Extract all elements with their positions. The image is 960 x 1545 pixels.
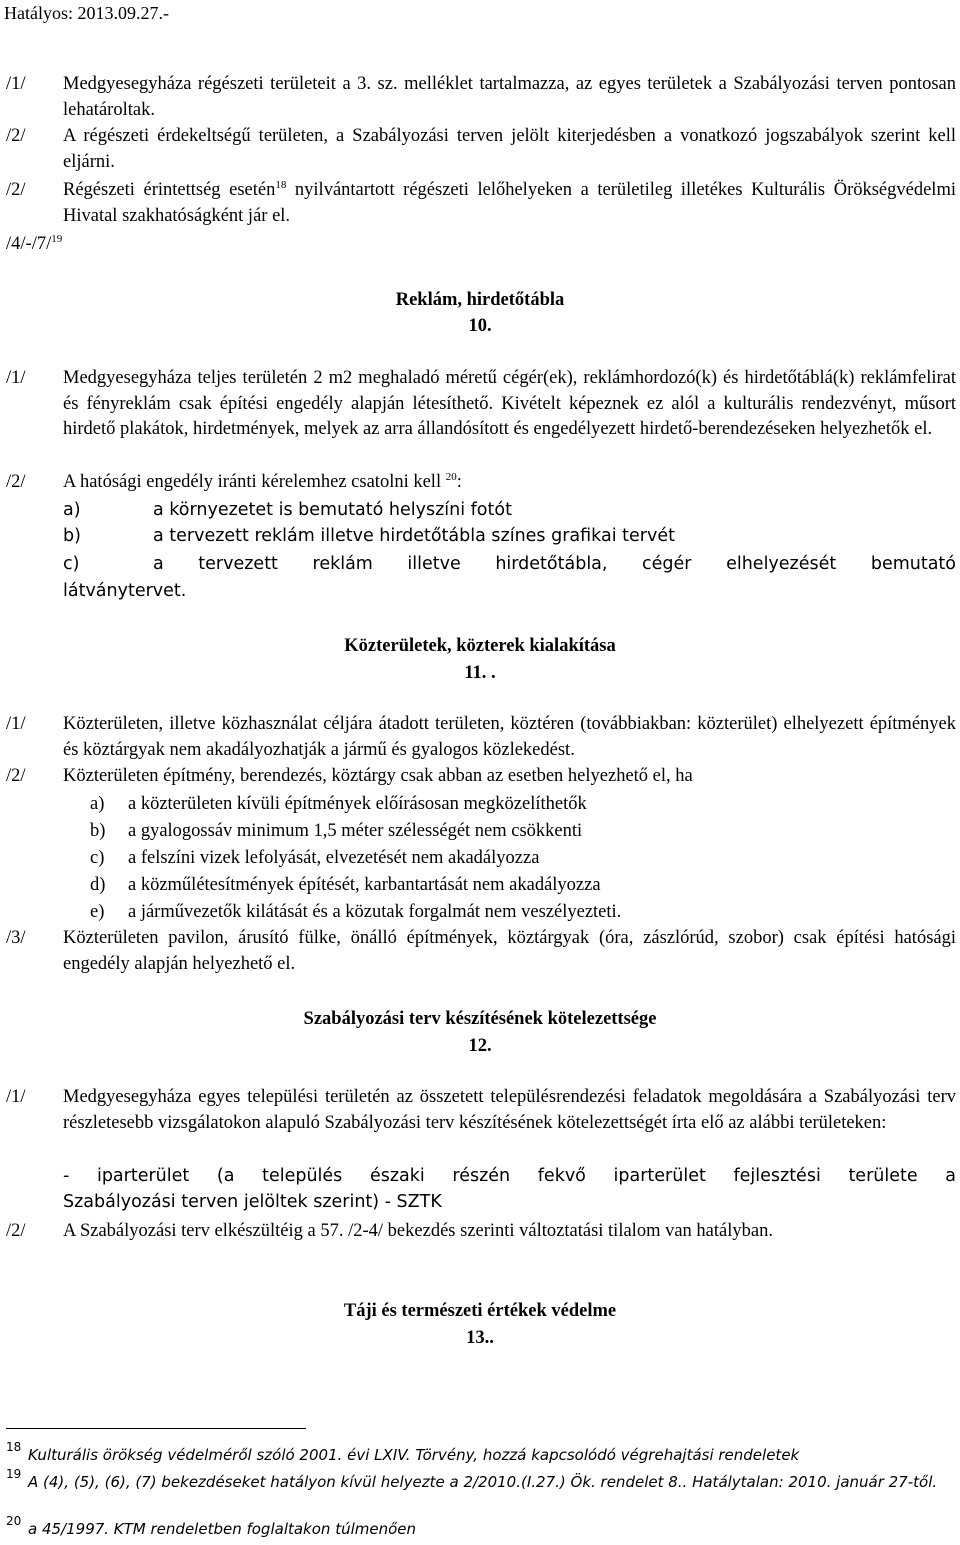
effective-date-header: Hatályos: 2013.09.27.- bbox=[4, 3, 169, 23]
attachment-item-b bbox=[63, 523, 675, 549]
paragraph-text: Közterületen, illetve közhasználat céljára átadott területen, köztéren (továbbiakban: közterület) elhelyezett építmények és köztárgyak nem akadályozhatják a jármű és gyalogos közlekedést. bbox=[63, 714, 956, 760]
footnote-separator bbox=[6, 1428, 306, 1429]
paragraph-number: /2/ bbox=[6, 472, 26, 492]
paragraph-number: /1/ bbox=[6, 368, 26, 388]
item-text: a közműlétesítmények építését, karbantartását nem akadályozza bbox=[128, 875, 601, 895]
repealed-label: /4/-/7/ bbox=[6, 234, 52, 254]
section-10-number: 10. bbox=[468, 316, 492, 336]
item-label: b) bbox=[63, 526, 81, 546]
item-label: c) bbox=[90, 848, 105, 868]
attachment-item-c bbox=[63, 551, 956, 577]
footnote-18 bbox=[6, 1440, 956, 1466]
footnote-20 bbox=[6, 1514, 956, 1540]
section-10-title: Reklám, hirdetőtábla bbox=[395, 290, 565, 310]
section-11-number: 11. . bbox=[464, 663, 496, 683]
condition-item-b bbox=[90, 818, 582, 844]
footnote-text: A (4), (5), (6), (7) bekezdéseket hatályon kívül helyezte a 2/2010.(I.27.) Ök. rendelet 8.. Hatálytalan: 2010. január 27-től. bbox=[28, 1473, 938, 1491]
paragraph-number: /1/ bbox=[6, 74, 26, 94]
item-text: a tervezett reklám illetve hirdetőtábla színes grafikai tervét bbox=[153, 526, 675, 546]
footnote-ref-18[interactable]: 18 bbox=[275, 178, 287, 191]
section-12-paragraph-2 bbox=[6, 1219, 956, 1245]
paragraph-number: /1/ bbox=[6, 1087, 26, 1107]
item-label: a) bbox=[90, 794, 105, 814]
footnote-text: Kulturális örökség védelméről szóló 2001. évi LXIV. Törvény, hozzá kapcsolódó végrehajtási rendeletek bbox=[28, 1446, 800, 1464]
item-label: b) bbox=[90, 821, 106, 841]
paragraph-3 bbox=[6, 178, 956, 229]
paragraph-text: Medgyesegyháza teljes területén 2 m2 meghaladó méretű cégér(ek), reklámhordozó(k) és hirdetőtáblá(k) reklámfelirat és fényreklám csak építési engedély alapján létesíthető. Kivételt képeznek ez alól a kulturális rendezvényt, műsort hirdető plakátok, hirdetmények, melyek az arra állandósított és engedélyezett hirdető-berendezéseken helyezhetők el. bbox=[63, 368, 956, 439]
paragraph-text bbox=[63, 178, 956, 229]
section-10-paragraph-2 bbox=[6, 470, 956, 496]
attachment-item-a bbox=[63, 497, 512, 523]
section-12-number: 12. bbox=[468, 1036, 492, 1056]
paragraph-number: /1/ bbox=[6, 714, 26, 734]
paragraph-number: /2/ bbox=[6, 1221, 26, 1241]
condition-item-c bbox=[90, 845, 539, 871]
paragraph-1 bbox=[6, 72, 956, 123]
item-text: a közterületen kívüli építmények előírásosan megközelíthetők bbox=[128, 794, 587, 814]
paragraph-text: A Szabályozási terv elkészültéig a 57. /2-4/ bekezdés szerinti változtatási tilalom van hatályban. bbox=[63, 1221, 773, 1241]
section-13-number: 13.. bbox=[466, 1328, 494, 1348]
condition-item-e bbox=[90, 899, 621, 925]
paragraph-number: /2/ bbox=[6, 180, 26, 200]
item-text: a járművezetők kilátását és a közutak forgalmát nem veszélyezteti. bbox=[128, 902, 622, 922]
paragraph-text: A régészeti érdekeltségű területen, a Szabályozási terven jelölt kiterjedésben a vonatkozó jogszabályok szerint kell eljárni. bbox=[63, 126, 956, 172]
item-label: a) bbox=[63, 500, 81, 520]
footnote-19 bbox=[6, 1467, 956, 1493]
section-12-paragraph-1 bbox=[6, 1085, 956, 1136]
item-text: a környezetet is bemutató helyszíni fotót bbox=[153, 500, 512, 520]
paragraph-text bbox=[63, 470, 956, 496]
footnote-ref-19[interactable]: 19 bbox=[51, 232, 63, 245]
condition-item-d bbox=[90, 872, 601, 898]
footnote-number: 19 bbox=[6, 1467, 22, 1481]
section-10-paragraph-1 bbox=[6, 366, 956, 443]
item-label: e) bbox=[90, 902, 105, 922]
paragraph-number: /2/ bbox=[6, 126, 26, 146]
footnote-text: a 45/1997. KTM rendeletben foglaltakon túlmenően bbox=[28, 1520, 417, 1538]
section-13-title: Táji és természeti értékek védelme bbox=[343, 1301, 617, 1321]
text-part: nyilvántartott régészeti lelőhelyeken a területileg illetékes Kulturális Örökségvédelmi Hivatal szakhatóságként jár el. bbox=[63, 180, 956, 226]
section-12-title: Szabályozási terv készítésének kötelezettsége bbox=[303, 1009, 657, 1029]
section-11-paragraph-1 bbox=[6, 712, 956, 763]
paragraph-text: Közterületen építmény, berendezés, köztárgy csak abban az esetben helyezhető el, ha bbox=[63, 766, 693, 786]
repealed-paragraphs bbox=[6, 232, 62, 257]
footnote-ref-20[interactable]: 20 bbox=[445, 470, 457, 483]
footnote-number: 18 bbox=[6, 1440, 22, 1454]
item-text: a felszíni vizek lefolyását, elvezetését nem akadályozza bbox=[128, 848, 540, 868]
footnote-number: 20 bbox=[6, 1514, 22, 1528]
section-11-paragraph-2 bbox=[6, 764, 956, 790]
item-label: d) bbox=[90, 875, 106, 895]
paragraph-2 bbox=[6, 124, 956, 175]
section-11-paragraph-3 bbox=[6, 926, 956, 977]
condition-item-a bbox=[90, 791, 587, 817]
paragraph-text: Közterületen pavilon, árusító fülke, önálló építmények, köztárgyak (óra, zászlórúd, szobor) csak építési hatósági engedély alapján helyezhető el. bbox=[63, 928, 956, 974]
paragraph-text: Medgyesegyháza régészeti területeit a 3. sz. melléklet tartalmazza, az egyes területek a Szabályozási terven pontosan lehatároltak. bbox=[63, 74, 956, 120]
text-part: : bbox=[456, 472, 462, 492]
item-text: a tervezett reklám illetve hirdetőtábla, cégér elhelyezését bemutató bbox=[153, 554, 956, 574]
paragraph-number: /2/ bbox=[6, 766, 26, 786]
paragraph-text: Medgyesegyháza egyes települési területén az összetett településrendezési feladatok megoldására a Szabályozási terv részletesebb vizsgálatokon alapuló Szabályozási terv készítésének kötelezettségét írta elő az alábbi területeken: bbox=[63, 1087, 956, 1133]
designated-area-line-1: - iparterület (a település északi részén fekvő iparterület fejlesztési területe a bbox=[63, 1166, 956, 1186]
paragraph-number: /3/ bbox=[6, 928, 26, 948]
text-part: A hatósági engedély iránti kérelemhez csatolni kell bbox=[63, 472, 442, 492]
section-11-title: Közterületek, közterek kialakítása bbox=[344, 636, 616, 656]
item-label: c) bbox=[63, 554, 80, 574]
designated-area-line-2: Szabályozási terven jelöltek szerint) - SZTK bbox=[63, 1192, 442, 1212]
item-text: a gyalogossáv minimum 1,5 méter szélességét nem csökkenti bbox=[128, 821, 583, 841]
attachment-item-c-cont: látványtervet. bbox=[63, 581, 187, 601]
text-part: Régészeti érintettség esetén bbox=[63, 180, 276, 200]
